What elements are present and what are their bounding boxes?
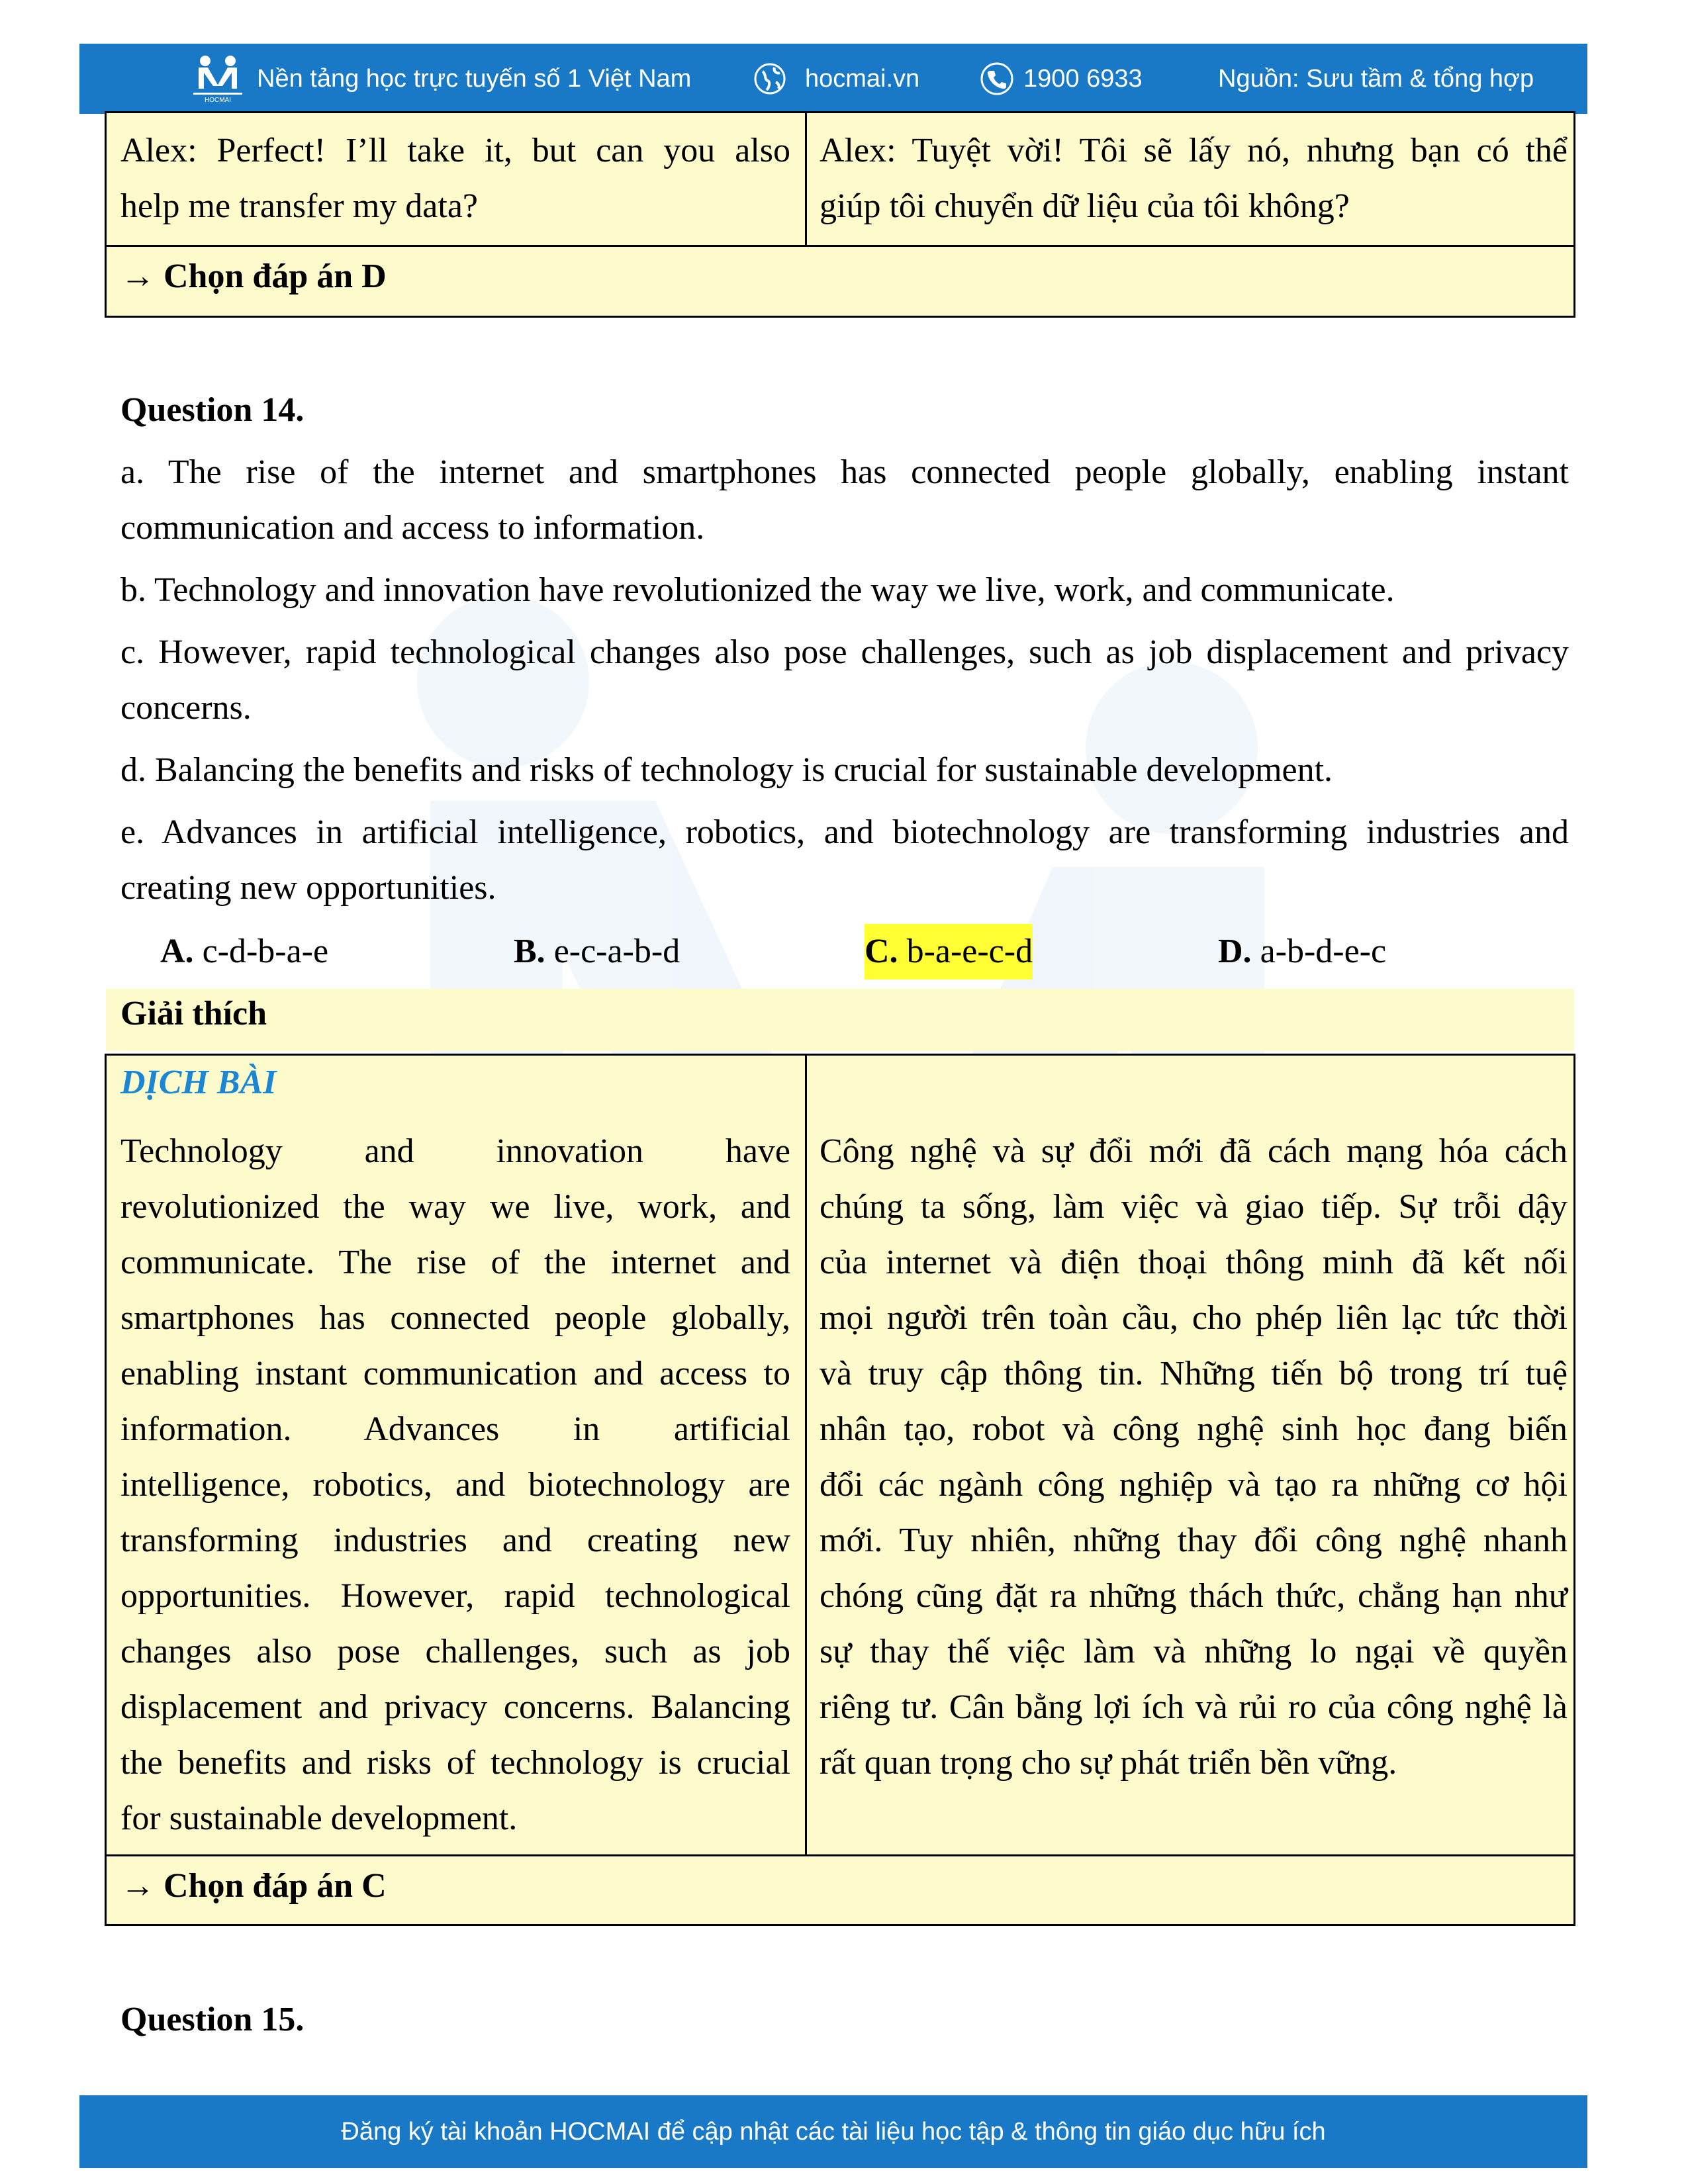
english-line: opportunities. However, rapid technological [120, 1577, 790, 1615]
vietnamese-line: đổi các ngành công nghiệp và tạo ra những cơ hội [820, 1466, 1568, 1504]
hocmai-logo-icon [191, 54, 245, 103]
option-d[interactable] [1218, 924, 1386, 979]
translation-table-divider [805, 1054, 807, 1856]
header-bar [79, 44, 1587, 114]
footer-bar [79, 2095, 1587, 2168]
top-table-vietnamese-line-1: Alex: Tuyệt vời! Tôi sẽ lấy nó, nhưng bạn có thể [820, 132, 1568, 169]
sentence-a-line-2: communication and access to information. [120, 509, 705, 547]
english-line: changes also pose challenges, such as job [120, 1633, 790, 1670]
vietnamese-line: mọi người trên toàn cầu, cho phép liên lạc tức thời [820, 1299, 1568, 1337]
source-text: Nguồn: Sưu tầm & tổng hợp [1218, 64, 1534, 93]
option-d-letter: D. [1218, 933, 1252, 970]
english-line: enabling instant communication and access to [120, 1355, 790, 1392]
sentence-c-line-1: c. However, rapid technological changes also pose challenges, such as job displacement and privacy [120, 633, 1569, 671]
vietnamese-line: chóng cũng đặt ra những thách thức, chẳng hạn như [820, 1577, 1568, 1615]
sentence-e-line-2: creating new opportunities. [120, 869, 496, 907]
sentence-c-line-2: concerns. [120, 689, 252, 727]
top-table-english-line-1: Alex: Perfect! I’ll take it, but can you also [120, 132, 790, 169]
hocmai-logo[interactable] [191, 44, 245, 114]
english-line: Technology and innovation have [120, 1132, 790, 1170]
phone-link[interactable] [980, 44, 1143, 114]
question-15-title: Question 15. [120, 2001, 305, 2038]
vietnamese-line: rất quan trọng cho sự phát triển bền vững. [820, 1744, 1397, 1782]
vietnamese-line: chúng ta sống, làm việc và giao tiếp. Sự trỗi dậy [820, 1188, 1568, 1226]
website-link[interactable] [753, 44, 919, 114]
english-line: for sustainable development. [120, 1799, 518, 1837]
vietnamese-line: sự thay thế việc làm và những lo ngại về quyền [820, 1633, 1568, 1670]
vietnamese-line: riêng tư. Cân bằng lợi ích và rủi ro của công nghệ là [820, 1688, 1568, 1726]
english-line: intelligence, robotics, and biotechnology are [120, 1466, 790, 1504]
website-text: hocmai.vn [805, 64, 920, 93]
english-line: smartphones has connected people globally, [120, 1299, 790, 1337]
top-table-answer: → Chọn đáp án D [120, 257, 387, 295]
option-d-text: a-b-d-e-c [1260, 933, 1387, 970]
header-slogan: Nền tảng học trực tuyến số 1 Việt Nam [257, 64, 692, 93]
english-line: communicate. The rise of the internet and [120, 1244, 790, 1281]
english-line: information. Advances in artificial [120, 1410, 790, 1448]
option-c[interactable] [865, 924, 1033, 979]
option-a[interactable] [160, 924, 328, 979]
english-line: revolutionized the way we live, work, and [120, 1188, 790, 1226]
vietnamese-line: mới. Tuy nhiên, những thay đổi công nghệ nhanh [820, 1522, 1568, 1559]
translation-label: DỊCH BÀI [120, 1064, 277, 1101]
english-line: displacement and privacy concerns. Balancing [120, 1688, 790, 1726]
option-b[interactable] [514, 924, 680, 979]
sentence-b: b. Technology and innovation have revolutionized the way we live, work, and communicate. [120, 571, 1395, 609]
option-b-letter: B. [514, 933, 545, 970]
option-a-letter: A. [160, 933, 194, 970]
english-line: transforming industries and creating new [120, 1522, 790, 1559]
top-table-vietnamese-line-2: giúp tôi chuyển dữ liệu của tôi không? [820, 187, 1350, 225]
question-14-title: Question 14. [120, 391, 305, 429]
phone-text: 1900 6933 [1023, 64, 1143, 93]
option-c-text: b-a-e-c-d [906, 933, 1033, 970]
explanation-label: Giải thích [120, 995, 267, 1032]
explanation-band [106, 989, 1574, 1051]
option-b-text: e-c-a-b-d [553, 933, 680, 970]
phone-icon [980, 62, 1014, 96]
svg-text:HOCMAI: HOCMAI [205, 97, 231, 103]
top-table-row-divider [105, 245, 1575, 247]
sentence-e-line-1: e. Advances in artificial intelligence, robotics, and biotechnology are transforming industries and [120, 813, 1569, 851]
vietnamese-line: nhân tạo, robot và công nghệ sinh học đang biến [820, 1410, 1568, 1448]
translation-table-row-divider [105, 1854, 1575, 1856]
option-c-letter: C. [865, 933, 898, 970]
top-table-english-line-2: help me transfer my data? [120, 187, 478, 225]
vietnamese-line: của internet và điện thoại thông minh đã kết nối [820, 1244, 1568, 1281]
vietnamese-line: Công nghệ và sự đổi mới đã cách mạng hóa cách [820, 1132, 1568, 1170]
english-line: the benefits and risks of technology is crucial [120, 1744, 790, 1782]
footer-text[interactable]: Đăng ký tài khoản HOCMAI để cập nhật các tài liệu học tập & thông tin giáo dục hữu ích [341, 2117, 1326, 2146]
sentence-a-line-1: a. The rise of the internet and smartphones has connected people globally, enabling instant [120, 453, 1569, 491]
sentence-d: d. Balancing the benefits and risks of technology is crucial for sustainable development. [120, 751, 1333, 789]
option-a-text: c-d-b-a-e [202, 933, 329, 970]
translation-table-answer: → Chọn đáp án C [120, 1867, 387, 1905]
vietnamese-line: và truy cập thông tin. Những tiến bộ trong trí tuệ [820, 1355, 1568, 1392]
top-table-divider [805, 111, 807, 246]
globe-icon [753, 62, 786, 95]
